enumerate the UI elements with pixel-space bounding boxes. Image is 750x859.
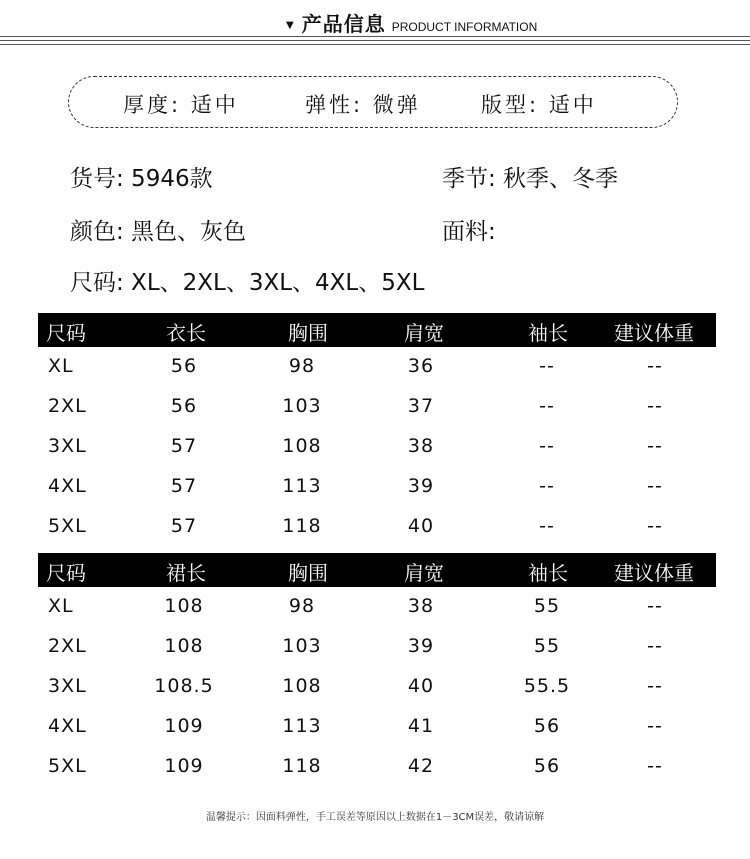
attr-thickness: 厚度: 适中 [123,93,239,117]
cell-size: 2XL [48,395,87,417]
table-row: 5XL 57 118 40 -- -- [48,515,663,537]
cell-size: 4XL [48,475,87,497]
table-row: 4XL 57 113 39 -- -- [48,475,663,497]
table-row: 3XL 57 108 38 -- -- [48,435,663,457]
cell-size: 3XL [48,675,87,697]
table-row: XL 56 98 36 -- -- [48,355,663,377]
attr-elasticity: 弹性: 微弹 [305,93,421,117]
cell-size: 5XL [48,755,87,777]
table-row: 3XL 108.5 108 40 55.5 -- [48,675,663,697]
cell-size: XL [48,355,74,377]
col-header-size: 尺码 [46,561,86,585]
header-title-en: PRODUCT INFORMATION [391,20,538,34]
table-header: 尺码 裙长 胸围 肩宽 袖长 建议体重 [38,553,716,587]
cell-size: 5XL [48,515,87,537]
header-title-cn: 产品信息 [301,12,386,36]
info-product-no: 货号: 5946款 [70,166,213,192]
table-row: 2XL 108 103 39 55 -- [48,635,663,657]
attribute-box [68,76,678,128]
table-row: 4XL 109 113 41 56 -- [48,715,663,737]
triangle-down-icon: ▼ [286,20,294,31]
cell-size: 4XL [48,715,87,737]
attr-fit: 版型: 适中 [481,93,597,117]
header-divider [0,40,750,41]
cell-size: 2XL [48,635,87,657]
table-row: XL 108 98 38 55 -- [48,595,663,617]
table-row: 5XL 109 118 42 56 -- [48,755,663,777]
size-table-bottom [38,553,716,787]
header-divider [0,44,750,45]
section-header [0,0,750,52]
footnote: 温馨提示：因面料弹性，手工误差等原因以上数据在1－3CM误差，敬请谅解 [205,812,545,823]
header-title [286,8,537,38]
size-table-top [38,313,716,547]
header-divider [0,36,750,37]
info-fabric: 面料: [442,219,496,245]
info-sizes: 尺码: XL、2XL、3XL、4XL、5XL [70,270,425,296]
table-row: 2XL 56 103 37 -- -- [48,395,663,417]
cell-size: 3XL [48,435,87,457]
table-header: 尺码 衣长 胸围 肩宽 袖长 建议体重 [38,313,716,347]
col-header-size: 尺码 [46,321,86,345]
info-season: 季节: 秋季、冬季 [442,166,619,192]
cell-size: XL [48,595,74,617]
info-color: 颜色: 黑色、灰色 [70,219,247,245]
